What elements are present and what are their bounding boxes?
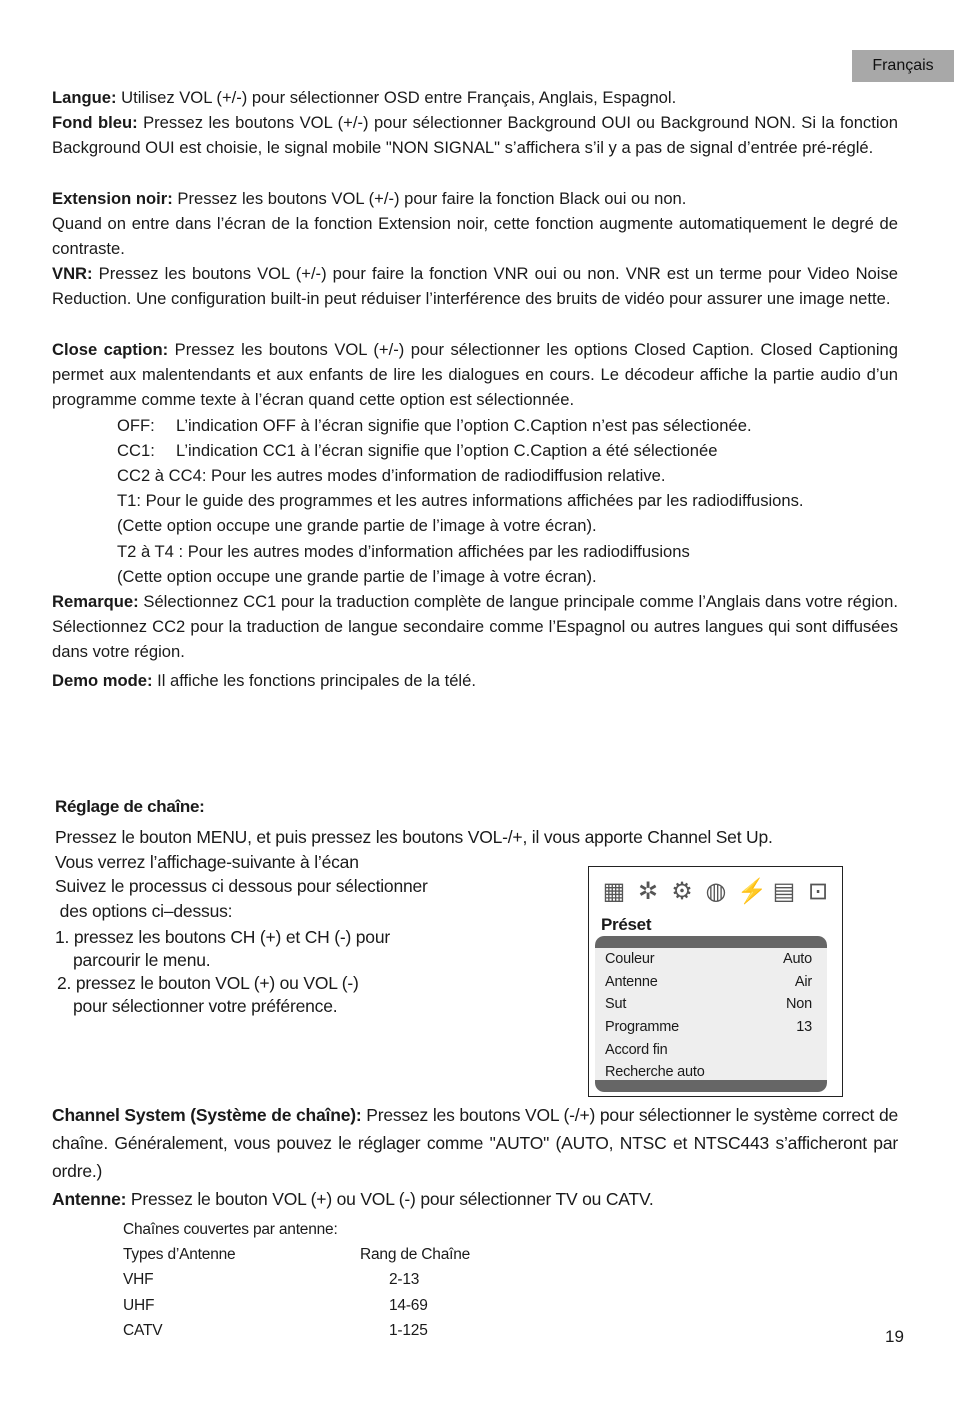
menu-row-sut[interactable] <box>595 993 827 1016</box>
extension-noir-text: Pressez les boutons VOL (+/-) pour faire la fonction Black oui ou non. <box>172 189 687 208</box>
langue-text: Utilisez VOL (+/-) pour sélectionner OSD entre Français, Anglais, Espagnol. <box>116 88 677 107</box>
channel-setup-heading: Réglage de chaîne: <box>55 797 205 816</box>
step-1b: parcourir le menu. <box>73 950 211 970</box>
channel-setup-intro-4: des options ci–dessus: <box>55 901 233 921</box>
star-icon: ✲ <box>637 878 659 905</box>
antenne-paragraph <box>52 1185 898 1213</box>
lock-icon: ⊡ <box>807 878 829 905</box>
extension-noir-detail: Quand on entre dans l’écran de la fonction Extension noir, cette fonction augmente automatiquement le degré de contraste. <box>52 214 898 259</box>
globe-icon: ◍ <box>705 878 727 905</box>
page-number: 19 <box>885 1327 904 1346</box>
langue-paragraph <box>52 85 898 110</box>
picture-icon: ▦ <box>602 878 626 905</box>
caption-item-t2-t4: T2 à T4 : Pour les autres modes d’information affichées par les radiodiffusions <box>117 542 690 561</box>
menu-row-value: 13 <box>796 1019 812 1036</box>
remarque-label: Remarque: <box>52 592 139 611</box>
step-1a: 1. pressez les boutons CH (+) et CH (-) pour <box>55 927 391 947</box>
menu-row-programme[interactable] <box>595 1016 827 1039</box>
menu-row-value: Auto <box>782 951 812 967</box>
table-row <box>123 1318 428 1343</box>
fond-bleu-paragraph <box>52 110 898 160</box>
antenna-type: UHF <box>123 1296 155 1314</box>
antenna-table <box>123 1217 471 1343</box>
caption-item-t1-note: (Cette option occupe une grande partie de l’image à votre écran). <box>117 516 597 535</box>
menu-row-label: Sut <box>605 996 627 1013</box>
col-range-header: Rang de Chaîne <box>360 1246 471 1264</box>
osd-icon-bar <box>601 873 831 913</box>
close-caption-label: Close caption: <box>52 340 169 359</box>
caption-item-t2-t4-note: (Cette option occupe une grande partie de l’image à votre écran). <box>117 567 597 586</box>
caption-item-cc1 <box>117 438 717 463</box>
antenna-icon: ⚡ <box>737 878 767 905</box>
fond-bleu-text: Pressez les boutons VOL (+/-) pour sélectionner Background OUI ou Background NON. Si la fonction Background OUI est choisie, le signal mobile "NON SIGNAL" s’affichera s’il y a pas de signal d’entrée pré-réglé. <box>52 113 898 158</box>
channel-setup-intro-1: Pressez le bouton MENU, et puis pressez les boutons VOL-/+, il vous apporte Channel Set Up. <box>55 827 773 847</box>
close-caption-text: Pressez les boutons VOL (+/-) pour sélectionner les options Closed Caption. Closed Captioning permet aux malentendants et aux enfants de lire les dialogues en cours. Le décodeur affiche la partie audio d’un programme comme texte à l’écran quand cette option est sélectionnée. <box>52 340 898 410</box>
menu-row-accord-fin[interactable] <box>595 1039 827 1062</box>
demo-mode-text: Il affiche les fonctions principales de la télé. <box>152 671 476 690</box>
antenne-label: Antenne: <box>52 1189 127 1209</box>
langue-label: Langue: <box>52 88 117 107</box>
antenna-type: CATV <box>123 1321 163 1339</box>
menu-row-label: Antenne <box>605 973 658 990</box>
caption-item-text: L’indication CC1 à l’écran signifie que l’option C.Caption a été sélectionée <box>176 441 718 460</box>
menu-bottom-bar <box>595 1080 827 1092</box>
extension-noir-paragraph <box>52 186 898 211</box>
extension-noir-label: Extension noir: <box>52 189 173 208</box>
channel-setup-steps <box>55 926 390 1018</box>
col-type-header: Types d’Antenne <box>123 1246 236 1264</box>
step-2a: 2. pressez le bouton VOL (+) ou VOL (-) <box>57 973 359 993</box>
antenna-table-header <box>123 1242 471 1267</box>
fond-bleu-label: Fond bleu: <box>52 113 138 132</box>
vnr-text: Pressez les boutons VOL (+/-) pour faire la fonction VNR oui ou non. VNR est un terme pour Video Noise Reduction. Une configuration built-in peut réduiser l’interférence des bruits de vidéo pour assurer une image nette. <box>52 264 898 309</box>
menu-row-label: Recherche auto <box>605 1064 705 1081</box>
menu-row-label: Couleur <box>605 951 655 967</box>
menu-row-label: Programme <box>605 1019 679 1036</box>
demo-mode-paragraph <box>52 668 898 693</box>
osd-menu-title: Préset <box>601 915 652 934</box>
vnr-paragraph <box>52 261 898 311</box>
channel-range: 2-13 <box>389 1271 420 1289</box>
menu-row-value: Air <box>794 973 812 990</box>
channel-setup-intro-3: Suivez le processus ci dessous pour sélectionner <box>55 876 428 896</box>
caption-item-off <box>117 413 752 438</box>
menu-top-bar <box>595 936 827 948</box>
remarque-paragraph <box>52 589 898 665</box>
caption-item-tag: CC1: <box>117 441 155 460</box>
channel-system-text: Pressez les boutons VOL (-/+) pour sélectionner le système correct de chaîne. Généralement, vous pouvez le réglager comme "AUTO" (AUTO, NTSC et NTSC443 s’afficheront par ordre.) <box>52 1105 899 1181</box>
step-2b: pour sélectionner votre préférence. <box>73 996 338 1016</box>
antenna-type: VHF <box>123 1271 154 1289</box>
antenne-text: Pressez le bouton VOL (+) ou VOL (-) pour sélectionner TV ou CATV. <box>126 1189 654 1209</box>
menu-row-couleur[interactable] <box>595 948 827 971</box>
menu-row-label: Accord fin <box>605 1041 668 1058</box>
channel-system-paragraph <box>52 1101 898 1185</box>
channel-range: 1-125 <box>389 1321 428 1339</box>
document-icon: ▤ <box>772 878 796 905</box>
vnr-label: VNR: <box>52 264 93 283</box>
table-row <box>123 1267 420 1292</box>
language-tab: Français <box>852 50 954 82</box>
channel-range: 14-69 <box>389 1296 428 1314</box>
table-row <box>123 1293 428 1318</box>
remarque-text: Sélectionnez CC1 pour la traduction complète de langue principale comme l’Anglais dans votre région. Sélectionnez CC2 pour la traduction de langue secondaire comme l’Espagnol ou autres langues qui sont diffusées dans votre région. <box>52 592 898 662</box>
channel-system-label: Channel System (Système de chaîne): <box>52 1105 362 1125</box>
caption-item-tag: OFF: <box>117 416 155 435</box>
antenna-table-caption: Chaînes couvertes par antenne: <box>123 1221 338 1238</box>
osd-menu-list <box>595 936 827 1092</box>
caption-item-cc2-cc4: CC2 à CC4: Pour les autres modes d’information de radiodiffusion relative. <box>117 466 666 485</box>
demo-mode-label: Demo mode: <box>52 671 153 690</box>
menu-row-antenne[interactable] <box>595 971 827 994</box>
osd-preset-menu <box>588 866 843 1097</box>
channel-setup-intro-2: Vous verrez l’affichage-suivante à l’écan <box>55 852 359 872</box>
settings-icon: ⚙ <box>671 878 693 905</box>
caption-item-text: L’indication OFF à l’écran signifie que l’option C.Caption n’est pas sélectionée. <box>176 416 752 435</box>
menu-row-value: Non <box>786 996 812 1013</box>
close-caption-paragraph <box>52 337 898 413</box>
caption-item-t1: T1: Pour le guide des programmes et les autres informations affichées par les radiodiffusions. <box>117 491 804 510</box>
